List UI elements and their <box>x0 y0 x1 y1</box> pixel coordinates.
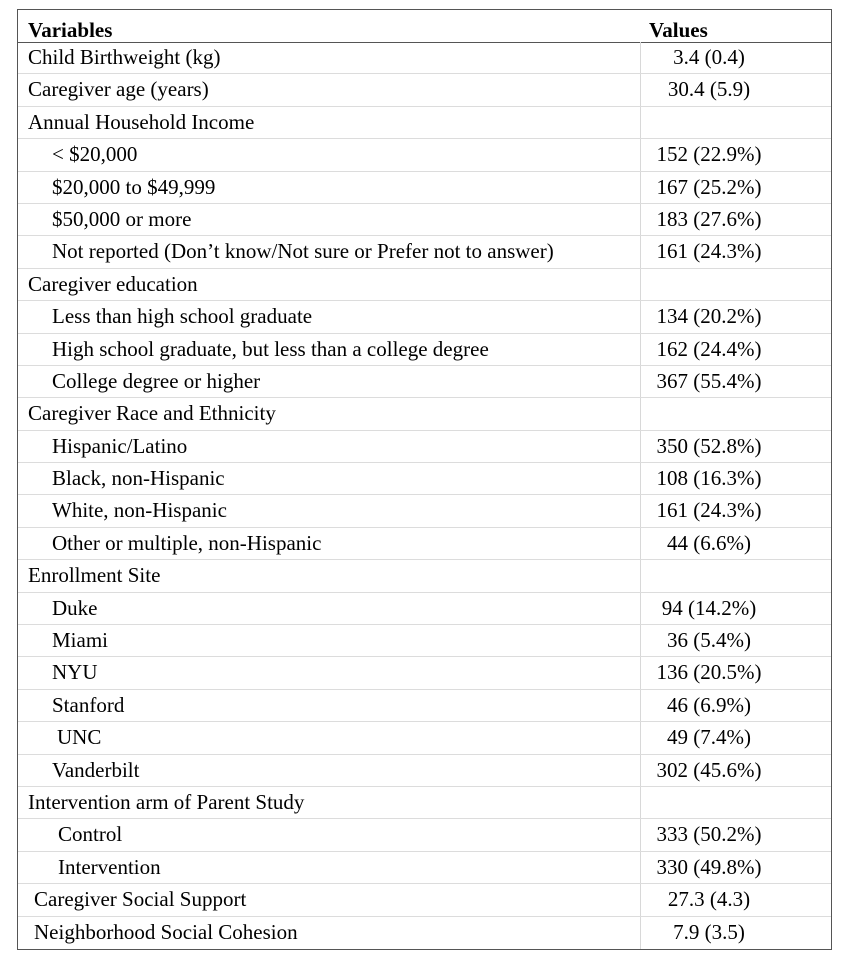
row-value: 36 (5.4%) <box>667 628 751 653</box>
table-row <box>18 528 831 560</box>
table-row <box>18 852 831 884</box>
table-row <box>18 366 831 398</box>
row-label: < $20,000 <box>52 142 138 167</box>
row-value: 161 (24.3%) <box>656 239 762 264</box>
table-row <box>18 139 831 171</box>
row-value: 330 (49.8%) <box>656 854 762 879</box>
table-row <box>18 690 831 722</box>
row-label: Annual Household Income <box>28 109 255 134</box>
table-row <box>18 236 831 268</box>
row-value: 134 (20.2%) <box>656 304 762 329</box>
row-value: 136 (20.5%) <box>656 660 762 685</box>
table-row <box>18 625 831 657</box>
row-label: White, non-Hispanic <box>52 498 227 523</box>
row-label: Hispanic/Latino <box>52 433 188 458</box>
row-label: Less than high school graduate <box>52 304 313 329</box>
row-value: 333 (50.2%) <box>656 822 762 847</box>
row-label: UNC <box>57 725 102 750</box>
row-label: College degree or higher <box>52 368 261 393</box>
row-label: Stanford <box>52 692 125 717</box>
header-values: Values <box>649 18 708 42</box>
table-header <box>18 10 831 43</box>
row-value: 350 (52.8%) <box>656 433 762 458</box>
table-row <box>18 107 831 139</box>
header-variables: Variables <box>28 18 113 42</box>
table-row <box>18 204 831 236</box>
table-row <box>18 819 831 851</box>
row-value: 94 (14.2%) <box>661 595 757 620</box>
row-label: Intervention arm of Parent Study <box>28 789 305 814</box>
table-row <box>18 172 831 204</box>
table-row <box>18 593 831 625</box>
row-label: Caregiver Race and Ethnicity <box>28 401 276 426</box>
table-row <box>18 42 831 74</box>
table-row <box>18 722 831 754</box>
row-label: Control <box>58 822 123 847</box>
row-label: Miami <box>52 628 108 653</box>
row-label: High school graduate, but less than a college degree <box>52 336 489 361</box>
row-label: Caregiver education <box>28 271 198 296</box>
row-label: Caregiver age (years) <box>28 77 209 102</box>
table-row <box>18 755 831 787</box>
row-label: NYU <box>52 660 98 685</box>
table-row <box>18 334 831 366</box>
table-body <box>18 42 831 949</box>
row-value: 3.4 (0.4) <box>673 45 745 69</box>
row-value: 49 (7.4%) <box>667 725 751 750</box>
row-label: $50,000 or more <box>52 206 192 231</box>
row-value: 367 (55.4%) <box>656 368 762 393</box>
row-value: 30.4 (5.9) <box>667 77 751 102</box>
row-value: 46 (6.9%) <box>667 692 751 717</box>
table-row <box>18 657 831 689</box>
table-row <box>18 495 831 527</box>
row-label: Child Birthweight (kg) <box>28 45 221 69</box>
row-label: Not reported (Don’t know/Not sure or Prefer not to answer) <box>52 239 554 264</box>
table-row <box>18 74 831 106</box>
row-label: Caregiver Social Support <box>34 887 247 912</box>
row-value: 167 (25.2%) <box>656 174 762 199</box>
table-row <box>18 884 831 916</box>
row-value: 183 (27.6%) <box>656 206 762 231</box>
row-value: 44 (6.6%) <box>667 530 751 555</box>
row-value: 7.9 (3.5) <box>673 919 745 944</box>
row-value: 27.3 (4.3) <box>667 887 751 912</box>
row-value: 302 (45.6%) <box>656 757 762 782</box>
table-row <box>18 269 831 301</box>
table-row <box>18 301 831 333</box>
row-label: Other or multiple, non-Hispanic <box>52 530 322 555</box>
table-row <box>18 787 831 819</box>
row-label: Neighborhood Social Cohesion <box>34 919 298 944</box>
table-row <box>18 398 831 430</box>
summary-table <box>17 9 832 950</box>
table-row <box>18 917 831 949</box>
row-label: Intervention <box>58 854 161 879</box>
table-row <box>18 560 831 592</box>
table-row <box>18 463 831 495</box>
row-label: Vanderbilt <box>52 757 140 782</box>
row-value: 161 (24.3%) <box>656 498 762 523</box>
row-value: 152 (22.9%) <box>656 142 762 167</box>
row-label: Enrollment Site <box>28 563 161 588</box>
row-value: 162 (24.4%) <box>656 336 762 361</box>
table-row <box>18 431 831 463</box>
row-value: 108 (16.3%) <box>656 466 762 491</box>
row-label: Black, non-Hispanic <box>52 466 225 491</box>
row-label: $20,000 to $49,999 <box>52 174 216 199</box>
row-label: Duke <box>52 595 98 620</box>
